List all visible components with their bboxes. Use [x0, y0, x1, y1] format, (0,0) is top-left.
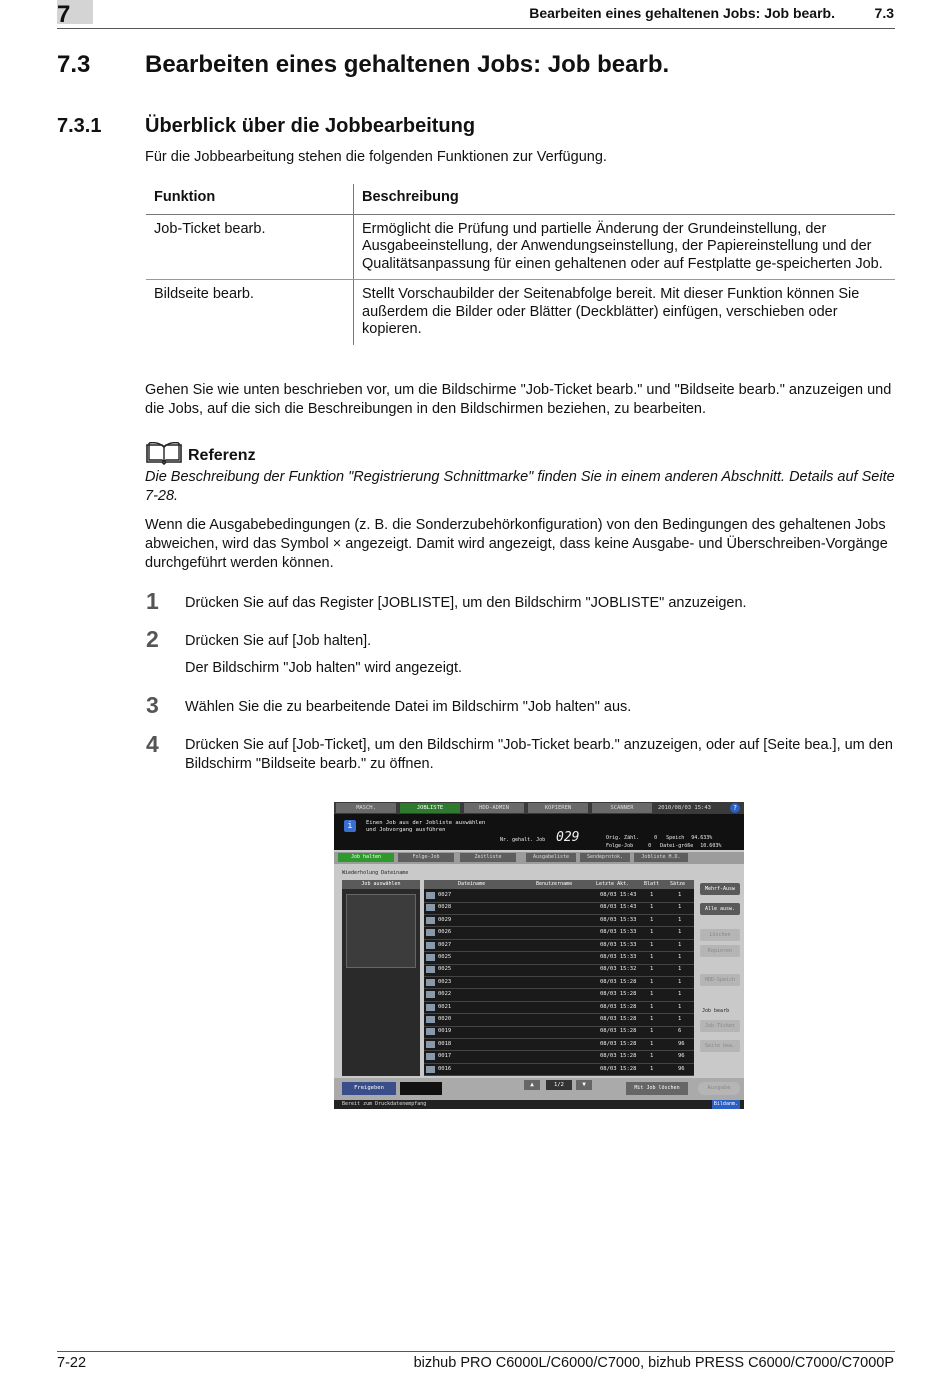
multi-select-button: Mehrf-Ausw — [700, 883, 740, 895]
screen-tab-joblist: JOBLISTE — [400, 803, 460, 813]
running-header-title: Bearbeiten eines gehaltenen Jobs: Job bearb. — [529, 5, 835, 21]
job-cell: 1 — [650, 1053, 654, 1060]
job-cell: 1 — [650, 1040, 654, 1047]
job-cell: 1 — [678, 1016, 682, 1022]
job-cell: 1 — [650, 929, 654, 936]
job-row — [424, 915, 694, 928]
job-cell: 08/03 15:28 — [600, 978, 637, 985]
copy-button: Kopieren — [700, 945, 740, 957]
step-number: 2 — [146, 626, 159, 652]
screen-datetime: 2010/08/03 15:43 — [658, 805, 711, 811]
job-cell: 1 — [678, 978, 682, 985]
job-hold-screenshot — [334, 802, 744, 1109]
counter-label: Orig. Zähl. — [606, 835, 640, 841]
job-row — [424, 1051, 694, 1064]
job-cell: 0021 — [438, 1003, 452, 1010]
help-icon: ? — [730, 803, 740, 813]
counter-label: Speich — [666, 835, 685, 841]
table-header-function: Funktion — [146, 184, 354, 214]
subtab-next-job: Folge-Job — [398, 853, 454, 862]
job-cell: 0023 — [438, 978, 452, 985]
job-cell: 08/03 15:28 — [600, 1040, 637, 1047]
job-cell: 0027 — [438, 941, 452, 948]
job-cell: 1 — [678, 1003, 682, 1010]
step-text: Wählen Sie die zu bearbeitende Datei im Bildschirm "Job halten" aus. — [185, 699, 632, 715]
document-icon — [426, 966, 435, 973]
job-ticket-button: Job-Ticket — [700, 1020, 740, 1032]
document-icon — [426, 892, 435, 899]
job-cell: 1 — [678, 892, 682, 898]
step-number: 1 — [146, 588, 159, 614]
document-icon — [426, 991, 435, 998]
job-cell: 08/03 15:28 — [600, 1028, 637, 1035]
job-select-panel — [342, 880, 420, 1076]
subsection-number: 7.3.1 — [57, 115, 102, 137]
delete-with-job-checkbox: Mit Job löschen — [626, 1082, 688, 1095]
subsection-title: Überblick über die Jobbearbeitung — [145, 115, 476, 137]
job-row — [424, 1039, 694, 1052]
step-number: 3 — [146, 692, 159, 718]
job-cell: 96 — [678, 1053, 685, 1060]
screen-message-line: Einen Job aus der Jobliste auswählen — [366, 820, 486, 826]
status-right: Bildanm. — [713, 1101, 738, 1107]
step-text: Drücken Sie auf das Register [JOBLISTE], um den Bildschirm "JOBLISTE" anzuzeigen. — [185, 595, 747, 611]
counter-label: Folge-Job — [606, 843, 634, 849]
book-icon — [145, 442, 183, 471]
job-cell: 08/03 15:33 — [600, 954, 637, 960]
select-all-button: Alle ausw. — [700, 903, 740, 915]
job-row — [424, 964, 694, 977]
job-row — [424, 927, 694, 940]
job-cell: 08/03 15:28 — [600, 1016, 637, 1022]
document-icon — [426, 1004, 435, 1011]
job-cell: 1 — [678, 954, 682, 960]
job-cell: 1 — [678, 904, 682, 911]
reference-text: Die Beschreibung der Funktion "Registrierung Schnittmarke" finden Sie in einem anderen Abschnitt. Details auf Seite 7-28. — [145, 469, 895, 504]
table-cell-description: Ermöglicht die Prüfung und partielle Änderung der Grundeinstellung, der Ausgabeeinstellung, der Anwendungseinstellung, der Papiereinstellung und der Qualitätsanpassung für einen gehaltenen oder auf Festplatte ge-speicherten Job. — [354, 214, 896, 280]
chapter-number: 7 — [57, 1, 71, 28]
release-button: Freigeben — [342, 1082, 396, 1095]
product-name: bizhub PRO C6000L/C6000/C7000, bizhub PRESS C6000/C7000/C7000P — [413, 1355, 894, 1371]
job-cell: 0017 — [438, 1053, 452, 1060]
step-number: 4 — [146, 731, 159, 757]
screen-tab-bar — [334, 802, 744, 814]
page-indicator: 1/2 — [546, 1080, 572, 1090]
screen-message-line: und Jobvorgang ausführen — [366, 827, 446, 833]
job-edit-label: Job bearb — [702, 1008, 730, 1014]
subtab-job-hold: Job halten — [338, 853, 394, 862]
job-cell: 1 — [650, 941, 654, 948]
job-select-label: Job auswählen — [342, 880, 420, 889]
counter-value: 0 — [654, 835, 658, 841]
job-row — [424, 890, 694, 903]
table-cell-function: Bildseite bearb. — [146, 280, 354, 345]
job-cell: 0028 — [438, 904, 452, 911]
section-title: Bearbeiten eines gehaltenen Jobs: Job bearb. — [145, 51, 670, 78]
job-cell: 1 — [650, 892, 654, 898]
table-header-description: Beschreibung — [354, 184, 896, 214]
screen-tab-hdd-admin: HDD-ADMIN — [464, 803, 524, 813]
page-down-icon: ▼ — [576, 1080, 592, 1090]
job-cell: 1 — [678, 966, 682, 973]
screen-counters — [606, 834, 721, 850]
table-cell-description: Stellt Vorschaubilder der Seitenabfolge bereit. Mit dieser Funktion können Sie außerdem die Bilder oder Blätter (Deckblätter) einfügen, verschieben oder kopieren. — [362, 286, 860, 337]
column-header: Blatt — [644, 881, 660, 887]
job-cell: 1 — [650, 954, 654, 960]
job-cell: 08/03 15:28 — [600, 1003, 637, 1010]
job-cell: 0020 — [438, 1016, 452, 1022]
job-cell: 0027 — [438, 892, 452, 898]
subtab-output-list: Ausgabeliste — [526, 853, 576, 862]
screen-message-area — [334, 814, 744, 850]
step-text: Drücken Sie auf [Job halten]. — [185, 633, 372, 649]
status-text: Bereit zum Druckdatenempfang — [342, 1101, 427, 1107]
job-cell: 6 — [678, 1028, 682, 1035]
screen-tab-copy: KOPIEREN — [528, 803, 588, 813]
document-icon — [426, 917, 435, 924]
delete-button: Löschen — [700, 929, 740, 941]
job-cell: 0022 — [438, 991, 452, 998]
footer-rule — [57, 1351, 895, 1352]
job-cell: 0016 — [438, 1065, 452, 1072]
held-jobs-count: 029 — [556, 830, 580, 845]
preview-thumbnail — [346, 894, 416, 968]
document-icon — [426, 1066, 435, 1073]
job-grid-header — [424, 880, 694, 889]
reference-label: Referenz — [188, 447, 256, 464]
job-cell: 96 — [678, 1065, 685, 1072]
job-cell: 96 — [678, 1040, 685, 1047]
page-number: 7-22 — [57, 1355, 87, 1371]
header-rule — [57, 28, 895, 29]
document-icon — [426, 954, 435, 961]
screen-subtab-bar — [334, 852, 744, 864]
job-cell: 08/03 15:28 — [600, 1053, 637, 1060]
document-icon — [426, 1041, 435, 1048]
section-number: 7.3 — [57, 51, 91, 78]
function-table — [146, 184, 895, 345]
job-cell: 1 — [650, 904, 654, 911]
page-edit-button: Seite bea. — [700, 1040, 740, 1052]
job-cell: 08/03 15:33 — [600, 941, 637, 948]
repeat-filename-label: Wiederholung Dateiname — [342, 870, 409, 876]
document-icon — [426, 979, 435, 986]
screen-tab-machine: MASCH. — [336, 803, 396, 813]
job-row — [424, 952, 694, 965]
job-cell: 08/03 15:33 — [600, 929, 637, 936]
job-cell: 0018 — [438, 1040, 452, 1047]
job-cell: 1 — [678, 991, 682, 998]
page-up-icon: ▲ — [524, 1080, 540, 1090]
job-cell: 0026 — [438, 929, 452, 936]
document-icon — [426, 1028, 435, 1035]
subtab-send-log: Sendeprotok. — [580, 853, 630, 862]
column-header: Benutzername — [536, 881, 573, 887]
job-cell: 1 — [650, 1016, 654, 1022]
job-cell: 08/03 15:43 — [600, 892, 637, 898]
document-icon — [426, 1053, 435, 1060]
job-cell: 1 — [650, 1003, 654, 1010]
screen-status-bar — [334, 1100, 744, 1109]
hdd-save-button: HDD-Speich — [700, 974, 740, 986]
job-row — [424, 977, 694, 990]
job-row — [424, 1026, 694, 1039]
job-cell: 08/03 15:32 — [600, 966, 637, 973]
output-conditions-paragraph: Wenn die Ausgabebedingungen (z. B. die Sonderzubehörkonfiguration) von den Bedingungen des gehaltenen Jobs abweichen, wird das Symbol × angezeigt. Damit wird angezeigt, dass keine Ausgabe- und Überschreiben-Vorgänge durchgeführt werden können. — [145, 517, 888, 571]
output-button: Ausgabe — [698, 1082, 740, 1095]
job-cell: 1 — [678, 941, 682, 948]
job-cell: 0025 — [438, 966, 452, 973]
table-row — [146, 214, 895, 280]
job-cell: 0019 — [438, 1028, 452, 1035]
job-cell: 1 — [650, 1028, 654, 1035]
screen-tab-scanner: SCANNER — [592, 803, 652, 813]
table-cell-function: Job-Ticket bearb. — [146, 214, 354, 280]
intro-paragraph: Für die Jobbearbeitung stehen die folgenden Funktionen zur Verfügung. — [145, 149, 607, 165]
subtab-joblist-hd: Jobliste H.D. — [634, 853, 688, 862]
counter-label: Datei-größe — [660, 843, 694, 849]
held-jobs-label: Nr. gehalt. Job — [500, 837, 546, 843]
job-cell: 1 — [650, 991, 654, 998]
release-field — [400, 1082, 442, 1095]
info-icon: i — [344, 820, 356, 832]
job-cell: 1 — [650, 916, 654, 923]
job-cell: 1 — [650, 978, 654, 985]
step-subtext: Der Bildschirm "Job halten" wird angezeigt. — [185, 660, 463, 676]
column-header: Letzte Akt. — [596, 881, 630, 887]
subtab-timelist: Zeitliste — [460, 853, 516, 862]
document-icon — [426, 942, 435, 949]
job-cell: 08/03 15:33 — [600, 916, 637, 923]
job-cell: 1 — [678, 916, 682, 923]
job-grid — [424, 880, 694, 1076]
step-text: Drücken Sie auf [Job-Ticket], um den Bildschirm "Job-Ticket bearb." anzuzeigen, oder auf [Seite bea.], um den Bildschirm "Bildseite bearb." zu öffnen. — [185, 737, 893, 772]
job-row — [424, 902, 694, 915]
job-cell: 08/03 15:28 — [600, 1065, 637, 1072]
job-cell: 08/03 15:28 — [600, 991, 637, 998]
document-icon — [426, 929, 435, 936]
job-row — [424, 940, 694, 953]
job-row — [424, 989, 694, 1002]
document-icon — [426, 904, 435, 911]
job-cell: 1 — [678, 929, 682, 936]
job-row — [424, 1014, 694, 1027]
counter-value: 0 — [648, 843, 652, 849]
job-cell: 0025 — [438, 954, 452, 960]
job-row — [424, 1064, 694, 1077]
procedure-paragraph: Gehen Sie wie unten beschrieben vor, um die Bildschirme "Job-Ticket bearb." und "Bildseite bearb." anzuzeigen und die Jobs, auf die sich die Beschreibungen in den Bildschirmen beziehen, zu bearbeiten. — [145, 382, 892, 417]
job-cell: 1 — [650, 966, 654, 973]
counter-value: 10.603% — [700, 843, 722, 849]
screen-bottom-bar — [334, 1078, 744, 1100]
table-row — [146, 280, 895, 345]
column-header: Dateiname — [458, 881, 486, 887]
job-cell: 0029 — [438, 916, 452, 923]
document-icon — [426, 1016, 435, 1023]
table-header-row — [146, 184, 895, 214]
job-cell: 1 — [650, 1065, 654, 1072]
job-cell: 08/03 15:43 — [600, 904, 637, 911]
column-header: Sätze — [670, 881, 686, 887]
counter-value: 94.633% — [691, 835, 713, 841]
job-row — [424, 1002, 694, 1015]
running-header-section: 7.3 — [874, 5, 894, 21]
